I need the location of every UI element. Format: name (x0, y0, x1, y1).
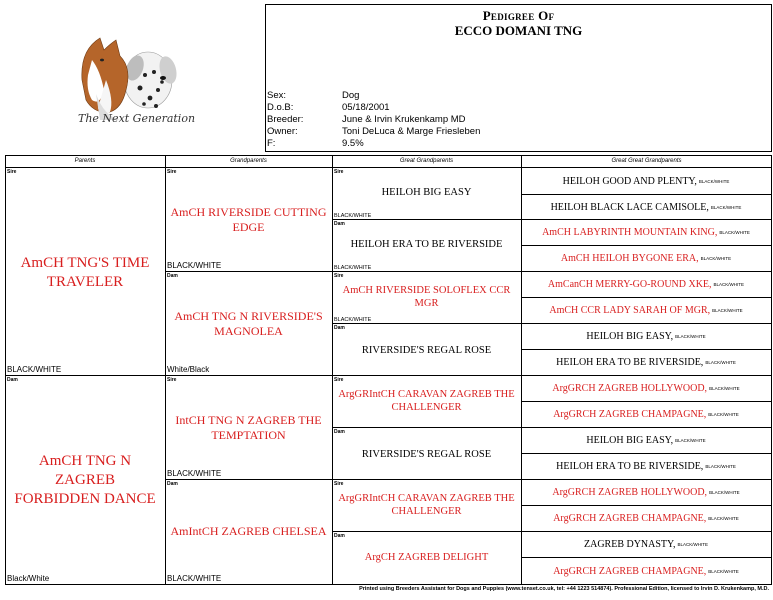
gp-ss-name: AmCH RIVERSIDE CUTTING EDGE (170, 205, 327, 234)
ggp-cell: Sire ArgGRIntCH CARAVAN ZAGREB THE CHALLENGER (332, 480, 522, 532)
f-label: F: (267, 138, 276, 149)
gp-dd-name: AmIntCH ZAGREB CHELSEA (170, 524, 327, 538)
breeder-value: June & Irvin Krukenkamp MD (342, 114, 466, 125)
gp-ss-cell: Sire AmCH RIVERSIDE CUTTING EDGE BLACK/WHITE (165, 168, 333, 272)
gp-ds-color: BLACK/WHITE (167, 469, 222, 478)
col-parents: Parents (74, 158, 96, 164)
gggp-cell: HEILOH ERA TO BE RIVERSIDE, BLACK/WHITE (521, 454, 772, 480)
parent-sire-cell: Sire AmCH TNG'S TIME TRAVELER BLACK/WHITE (5, 168, 166, 376)
gggp-cell: HEILOH GOOD AND PLENTY, BLACK/WHITE (521, 168, 772, 195)
ggp-cell: Dam RIVERSIDE'S REGAL ROSE (332, 324, 522, 376)
ggp-name: HEILOH BIG EASY (381, 187, 472, 198)
gp-sd-color: White/Black (167, 365, 210, 374)
gp-dd-color: BLACK/WHITE (167, 574, 222, 583)
gp-ds-name: IntCH TNG N ZAGREB THE TEMPTATION (175, 413, 322, 442)
ggp-name: HEILOH ERA TO BE RIVERSIDE (350, 239, 503, 250)
gggp-cell: ArgGRCH ZAGREB HOLLYWOOD, BLACK/WHITE (521, 480, 772, 506)
ggp-cell: Sire HEILOH BIG EASY BLACK/WHITE (332, 168, 522, 220)
sex-value: Dog (342, 90, 360, 101)
gggp-cell: AmCH LABYRINTH MOUNTAIN KING, BLACK/WHITE (521, 220, 772, 246)
gggp-cell: ZAGREB DYNASTY, BLACK/WHITE (521, 532, 772, 558)
owner-value: Toni DeLuca & Marge Friesleben (342, 126, 481, 137)
gp-sd-cell: Dam AmCH TNG N RIVERSIDE'S MAGNOLEA White/Black (165, 272, 333, 376)
gggp-cell: HEILOH BLACK LACE CAMISOLE, BLACK/WHITE (521, 195, 772, 220)
gp-ds-cell: Sire IntCH TNG N ZAGREB THE TEMPTATION BLACK/WHITE (165, 376, 333, 480)
sex-label: Sex: (267, 90, 287, 101)
ggp-name: ArgGRIntCH CARAVAN ZAGREB THE CHALLENGER (338, 493, 515, 517)
ggp-cell: Dam RIVERSIDE'S REGAL ROSE (332, 428, 522, 480)
parent-sire-color: BLACK/WHITE (7, 365, 62, 374)
pedigree-title: Pedigree Of (482, 8, 555, 23)
ggp-name: RIVERSIDE'S REGAL ROSE (361, 345, 492, 356)
gp-dd-cell: Dam AmIntCH ZAGREB CHELSEA BLACK/WHITE (165, 480, 333, 585)
parent-dam-cell: Dam AmCH TNG N ZAGREB FORBIDDEN DANCE Black/White (5, 376, 166, 585)
gggp-cell: AmCH HEILOH BYGONE ERA, BLACK/WHITE (521, 246, 772, 272)
ggp-name: AmCH RIVERSIDE SOLOFLEX CCR MGR (342, 285, 511, 309)
col-grandparents: Grandparents (230, 158, 267, 164)
gggp-cell: ArgGRCH ZAGREB CHAMPAGNE, BLACK/WHITE (521, 558, 772, 585)
dog-name: ECCO DOMANI TNG (454, 23, 583, 38)
gp-sd-name: AmCH TNG N RIVERSIDE'S MAGNOLEA (174, 309, 323, 338)
parent-dam-color: Black/White (7, 574, 50, 583)
ggp-name: RIVERSIDE'S REGAL ROSE (361, 449, 492, 460)
gggp-cell: HEILOH BIG EASY, BLACK/WHITE (521, 324, 772, 350)
ggp-cell: Dam ArgCH ZAGREB DELIGHT (332, 532, 522, 585)
dob-value: 05/18/2001 (342, 102, 390, 113)
f-value: 9.5% (342, 138, 364, 149)
gggp-cell: HEILOH ERA TO BE RIVERSIDE, BLACK/WHITE (521, 350, 772, 376)
parent-dam-name: AmCH TNG N ZAGREB FORBIDDEN DANCE (14, 453, 156, 507)
gggp-cell: ArgGRCH ZAGREB CHAMPAGNE, BLACK/WHITE (521, 506, 772, 532)
col-great-grandparents: Great Grandparents (399, 158, 454, 164)
dogs-logo-icon (70, 20, 200, 135)
footer-note: Printed using Breeders Assistant for Dogs and Puppies (www.tenset.co.uk, tel: +44 1223 514874). Professional Edition, licensed to Irvin D. Krukenkamp, M.D. (359, 586, 769, 592)
svg-text:The Next Generation: The Next Generation (78, 112, 196, 125)
ggp-cell: Sire AmCH RIVERSIDE SOLOFLEX CCR MGR BLACK/WHITE (332, 272, 522, 324)
breeder-label: Breeder: (267, 114, 304, 125)
ggp-cell: Sire ArgGRIntCH CARAVAN ZAGREB THE CHALLENGER (332, 376, 522, 428)
owner-label: Owner: (267, 126, 298, 137)
ggp-name: ArgCH ZAGREB DELIGHT (364, 552, 489, 563)
gggp-cell: AmCanCH MERRY-GO-ROUND XKE, BLACK/WHITE (521, 272, 772, 298)
ggp-cell: Dam HEILOH ERA TO BE RIVERSIDE BLACK/WHITE (332, 220, 522, 272)
gggp-cell: AmCH CCR LADY SARAH OF MGR, BLACK/WHITE (521, 298, 772, 324)
gggp-cell: HEILOH BIG EASY, BLACK/WHITE (521, 428, 772, 454)
gggp-cell: ArgGRCH ZAGREB HOLLYWOOD, BLACK/WHITE (521, 376, 772, 402)
logo (70, 20, 200, 135)
col-great-great-grandparents: Great Great Grandparents (611, 158, 682, 164)
gp-ss-color: BLACK/WHITE (167, 261, 222, 270)
gggp-cell: ArgGRCH ZAGREB CHAMPAGNE, BLACK/WHITE (521, 402, 772, 428)
parent-sire-name: AmCH TNG'S TIME TRAVELER (20, 255, 150, 290)
ggp-name: ArgGRIntCH CARAVAN ZAGREB THE CHALLENGER (338, 389, 515, 413)
dob-label: D.o.B: (267, 102, 294, 113)
